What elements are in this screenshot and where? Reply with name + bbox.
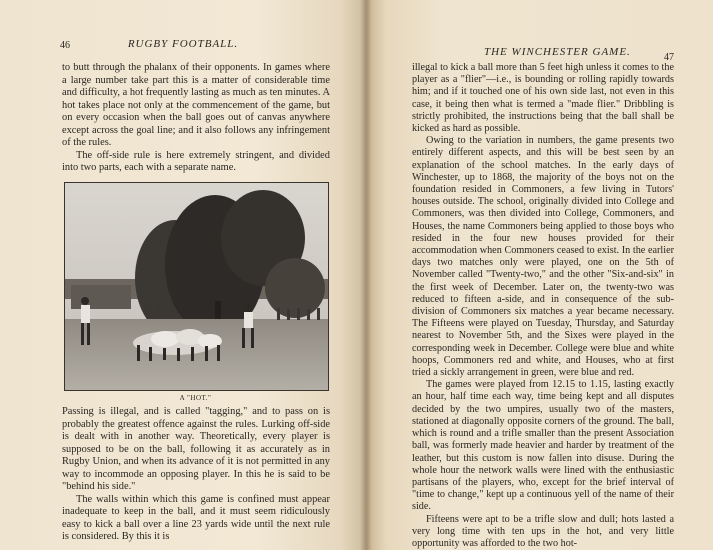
paragraph-flier: illegal to kick a ball more than 5 feet high unless it comes to the player as a "flier"—i.e., is bounding or rolling rapidly towards him; and if it touched one of his own side last, not even in this case, it being then what is termed a "made flier." Dribbling is strictly prohibited, the instructions being that the ball shall be kicked as hard as possible.: [412, 62, 674, 135]
paragraph-hot: to butt through the phalanx of their opponents. In games where a large number take part this is a matter of considerable time and difficulty, a hot frequently lasting as much as ten minutes. A hot takes place not only at the commencement of the game, but on every occasion when the ball goes out of canvas anywhere except across the goal line; and it also follows any infringement of the rules.: [62, 62, 330, 148]
running-head-left: RUGBY FOOTBALL.: [127, 38, 239, 50]
photo-hot-illustration: [64, 182, 329, 391]
figure-caption: A "HOT.": [179, 394, 212, 402]
page-number-left: 46: [60, 40, 70, 51]
right-page: [366, 0, 713, 550]
left-text-bottom: [62, 406, 330, 544]
running-head-right: THE WINCHESTER GAME.: [484, 46, 631, 58]
paragraph-passing: Passing is illegal, and is called "tagging," and to pass on is probably the greatest offence against the rules. Lurking off-side is dealt with in another way. Theoretically, every player is supposed to be on the ball, following it as accurately as in Rugby Union, and when its advance of it is not permitted in any way to incommode an opposing player. In this he is said to be "behind his side.": [62, 406, 330, 492]
paragraph-school-matches: Owing to the variation in numbers, the game presents two entirely different aspects, and this will be best seen by an explanation of the school matches. In the early days of Winchester, up to 1868, the majority of the boys not on the foundation resided in Commoners, a few living in Tutors' houses outside. The school, originally divided into College and Commoners, was then divided into College, Commoners, and Houses, the name Commoners being applied to those boys who resided in the four new houses provided for their accommodation when Commoners ceased to exist. In the earlier days two matches only were played, one on the 5th of November called "Twenty-two," and the other "Six-and-six" in the first week of December. Later on, the twenty-two was reduced to fifteen a-side, and in consequence of the sub-division of Commoners six matches a year became necessary. The Fifteens were played on Tuesday, Thursday, and Saturday nearest to November 5th, and the Sixes were played in the corresponding week in December. College were blue and white hoops, Commoners red and white, and Houses, who at first tried a sickly arrangement in green, were blue and red.: [412, 135, 674, 379]
paragraph-fifteens: Fifteens were apt to be a trifle slow and dull; hots lasted a very long time with ten ups in the hot, and very little opportunity was afforded to the two hot-: [412, 513, 674, 549]
paragraph-offside: The off-side rule is here extremely stringent, and divided into two parts, each with a separate name.: [62, 149, 330, 173]
book-gutter: [360, 0, 372, 550]
paragraph-games-timing: The games were played from 12.15 to 1.15, lasting exactly an hour, half time each way, time being kept and all disputes decided by the two umpires, usually two of the masters, stationed at diagonally opposite corners of the ground. The ball, which is round and a trifle smaller than the present Association ball, was formerly made heavier and harder by treatment of the leather, but this custom is now fallen into disuse. During the whole hour the network walls were lined with the enthusiastic partisans of the players, who, except for the brief interval of "time to change," kept up a continuous yell of the name of their side.: [412, 379, 674, 513]
page-number-right: 47: [664, 52, 674, 63]
right-text: [412, 62, 674, 550]
left-text-top: [62, 62, 330, 175]
paragraph-walls: The walls within which this game is confined must appear inadequate to keep in the ball, and it must seem ridiculously easy to kick a ball over a line 23 yards wide until the next rule is considered. By this it is: [62, 493, 330, 542]
